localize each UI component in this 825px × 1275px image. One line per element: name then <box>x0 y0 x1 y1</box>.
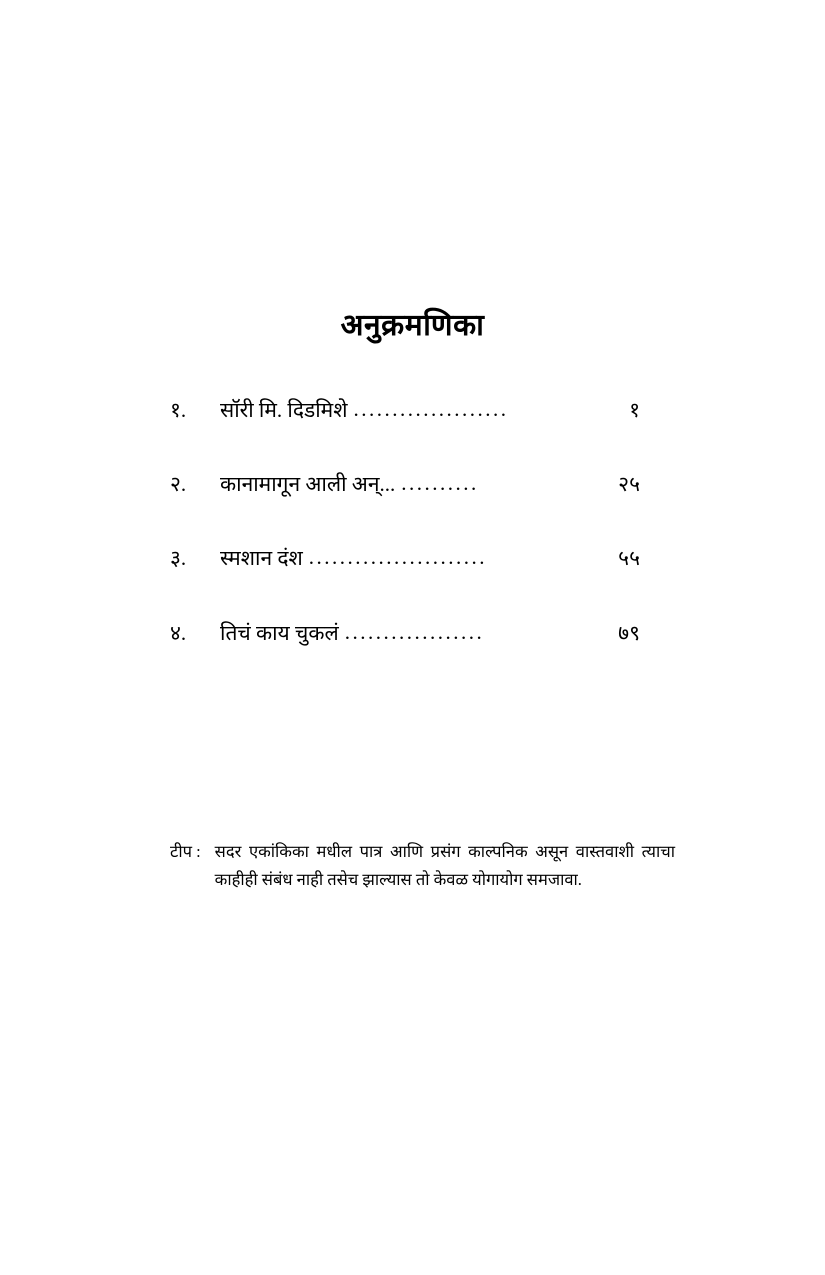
toc-item-number: ४. <box>170 620 187 645</box>
toc-leader-dots: .................... <box>353 397 509 421</box>
disclaimer-note <box>170 838 675 895</box>
list-item[interactable] <box>170 398 640 423</box>
toc-leader-dots: .......... <box>401 471 479 496</box>
toc-leader-dots: ....................... <box>308 545 488 570</box>
toc-item-title: स्मशान दंश <box>220 546 303 571</box>
note-label: टीप : <box>170 842 201 861</box>
toc-item-title: कानामागून आली अन्... <box>220 472 396 497</box>
toc-item-number: १. <box>170 398 187 422</box>
list-item[interactable] <box>170 472 640 497</box>
toc-page-number: ७९ <box>618 620 640 645</box>
toc-item-title: सॉरी मि. दिडमिशे <box>220 398 348 422</box>
note-text: सदर एकांकिका मधील पात्र आणि प्रसंग काल्पनिक असून वास्तवाशी त्याचा काहीही संबंध नाही तसेच झाल्यास तो केवळ योगायोग समजावा. <box>214 842 675 890</box>
toc-item-title: तिचं काय चुकलं <box>220 620 339 645</box>
toc-page-number: ५५ <box>618 546 640 571</box>
toc-leader-dots: .................. <box>344 619 485 644</box>
list-item[interactable] <box>170 546 640 571</box>
toc-page-number: १ <box>629 398 640 422</box>
list-item[interactable] <box>170 621 640 646</box>
toc-page-number: २५ <box>618 472 640 497</box>
table-of-contents <box>170 398 640 695</box>
toc-item-number: ३. <box>170 546 187 571</box>
page-title: अनुक्रमणिका <box>340 309 485 342</box>
toc-item-number: २. <box>170 472 187 497</box>
